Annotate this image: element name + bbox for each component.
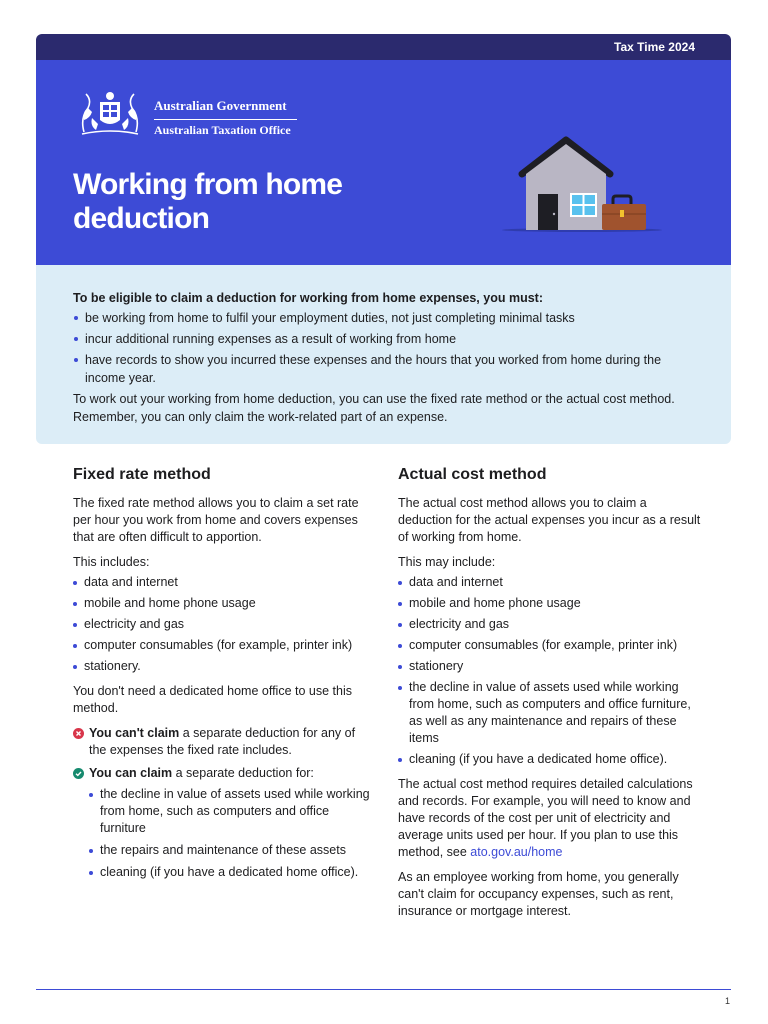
actual-cost-description: The actual cost method allows you to claim a deduction for the actual expenses you incur as a result of working from home. [398,496,701,544]
list-item: incur additional running expenses as a result of working from home [73,330,694,348]
fixed-includes-label: This includes: [73,555,150,569]
list-item: mobile and home phone usage [73,595,373,612]
check-icon [73,768,84,779]
list-item: stationery [398,658,703,675]
list-item: data and internet [398,574,703,591]
fixed-includes-list [73,574,373,675]
list-item: computer consumables (for example, printer ink) [398,637,703,654]
records-note [398,776,703,861]
org-name-government: Australian Government [154,98,297,120]
house-briefcase-icon [500,136,664,236]
list-item: the decline in value of assets used while working from home, such as computers and office furniture [89,786,373,837]
actual-cost-column [398,466,703,928]
can-claim-text: a separate deduction for: [172,766,314,780]
cant-claim-text: a separate deduction for any of the expenses the fixed rate includes. [89,726,356,757]
eligibility-panel [36,265,731,444]
fixed-rate-description: The fixed rate method allows you to claim a set rate per hour you work from home and covers expenses that are often difficult to apportion. [73,496,359,544]
fixed-rate-heading: Fixed rate method [73,466,211,483]
government-logo [74,88,304,138]
list-item: electricity and gas [398,616,703,633]
list-item: be working from home to fulfil your employment duties, not just completing minimal tasks [73,309,694,327]
page-title: Working from home deduction [73,168,343,235]
no-office-note: You don't need a dedicated home office to use this method. [73,684,352,715]
org-name-ato: Australian Taxation Office [154,123,291,137]
hero-banner [36,60,731,265]
occupancy-note: As an employee working from home, you generally can't claim for occupancy expenses, such as rent, insurance or mortgage interest. [398,870,679,918]
eligibility-intro: To be eligible to claim a deduction for working from home expenses, you must: [73,291,543,305]
method-note: To work out your working from home deduction, you can use the fixed rate method or the actual cost method. Remember, you can only claim the work-related part of an expense. [73,392,675,424]
actual-cost-heading: Actual cost method [398,466,547,483]
fixed-rate-column [73,466,373,889]
cant-claim-note [73,725,373,759]
can-claim-note [73,765,373,782]
footer-divider [36,989,731,990]
records-text: The actual cost method requires detailed calculations and records. For example, you will need to know and have records of the cost per unit of electricity and average units used per hour. If you plan to use this method, see [398,777,693,859]
list-item: cleaning (if you have a dedicated home office). [398,751,703,768]
list-item: data and internet [73,574,373,591]
list-item: mobile and home phone usage [398,595,703,612]
list-item: cleaning (if you have a dedicated home office). [89,864,373,881]
eligibility-list [73,309,694,387]
list-item: computer consumables (for example, printer ink) [73,637,373,654]
list-item: the repairs and maintenance of these assets [89,842,373,859]
can-claim-list [89,786,373,881]
tax-time-tag: Tax Time 2024 [614,40,695,54]
list-item: have records to show you incurred these expenses and the hours that you worked from home during the income year. [73,351,694,387]
ato-home-link[interactable]: ato.gov.au/home [470,845,563,859]
top-bar [36,34,731,60]
cross-icon [73,728,84,739]
can-claim-label: You can claim [89,766,173,780]
actual-includes-label: This may include: [398,555,496,569]
list-item: the decline in value of assets used while working from home, such as computers and office furniture, as well as any maintenance and repairs of these items [398,679,703,747]
actual-includes-list [398,574,703,768]
list-item: electricity and gas [73,616,373,633]
coat-of-arms-icon [74,88,146,138]
cant-claim-label: You can't claim [89,726,180,740]
list-item: stationery. [73,658,373,675]
page-number: 1 [725,996,731,1006]
